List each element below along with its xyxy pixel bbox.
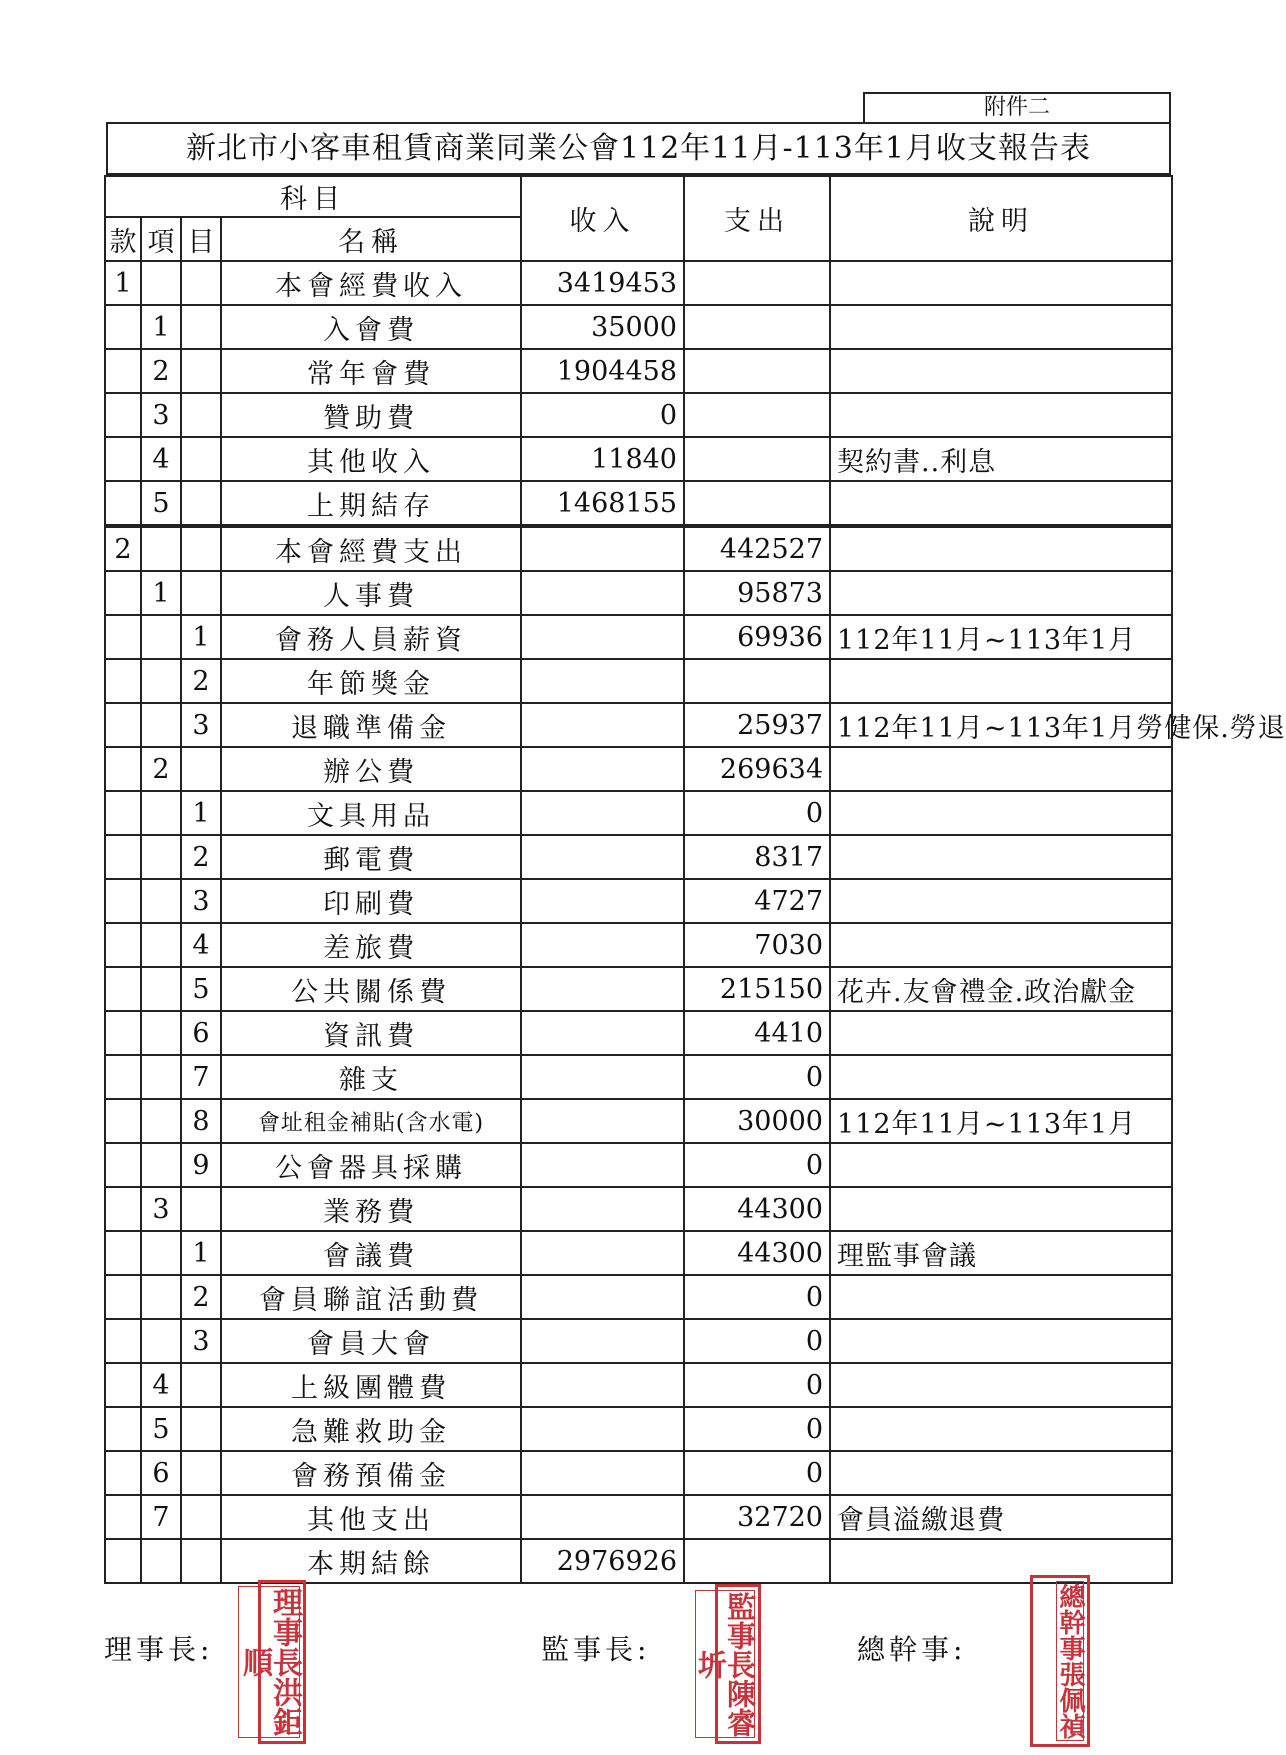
attachment-label: 附件二 (863, 92, 1171, 122)
note-cell (830, 659, 1172, 703)
secretary-seal-text: 總幹事張佩禎 (1055, 1583, 1085, 1739)
kuan-cell (105, 1319, 141, 1363)
expense-cell (684, 305, 830, 349)
name-cell: 人事費 (221, 571, 521, 615)
table-row (105, 703, 1172, 747)
table-row (105, 1495, 1172, 1539)
xiang-cell (141, 659, 181, 703)
header-xiang: 項 (141, 217, 181, 261)
note-cell: 112年11月~113年1月勞健保.勞退 (830, 703, 1172, 747)
kuan-cell (105, 437, 141, 481)
mu-cell (181, 437, 221, 481)
name-cell: 郵電費 (221, 835, 521, 879)
xiang-cell (141, 879, 181, 923)
name-cell: 上級團體費 (221, 1363, 521, 1407)
expense-cell (684, 261, 830, 305)
income-cell: 1904458 (521, 349, 684, 393)
xiang-cell: 1 (141, 571, 181, 615)
kuan-cell (105, 1011, 141, 1055)
expense-cell (684, 1539, 830, 1583)
name-cell: 辦公費 (221, 747, 521, 791)
name-cell: 公共關係費 (221, 967, 521, 1011)
name-cell: 會議費 (221, 1231, 521, 1275)
table-row (105, 659, 1172, 703)
table-row (105, 481, 1172, 526)
table-row (105, 791, 1172, 835)
income-cell (521, 1275, 684, 1319)
header-mu: 目 (181, 217, 221, 261)
secretary-label: 總幹事: (857, 1633, 967, 1666)
xiang-cell (141, 1011, 181, 1055)
expense-cell (684, 659, 830, 703)
kuan-cell (105, 571, 141, 615)
kuan-cell: 2 (105, 526, 141, 571)
income-cell (521, 1099, 684, 1143)
name-cell: 入會費 (221, 305, 521, 349)
name-cell: 差旅費 (221, 923, 521, 967)
mu-cell (181, 571, 221, 615)
table-row (105, 305, 1172, 349)
income-cell (521, 1451, 684, 1495)
kuan-cell (105, 659, 141, 703)
xiang-cell: 5 (141, 481, 181, 526)
mu-cell (181, 349, 221, 393)
xiang-cell (141, 526, 181, 571)
income-cell (521, 1495, 684, 1539)
table-row (105, 1011, 1172, 1055)
expense-cell: 69936 (684, 615, 830, 659)
mu-cell: 1 (181, 1231, 221, 1275)
income-expense-table (104, 175, 1286, 1584)
kuan-cell (105, 703, 141, 747)
name-cell: 會務預備金 (221, 1451, 521, 1495)
chairman-label: 理事長: (104, 1633, 214, 1666)
note-cell (830, 571, 1172, 615)
xiang-cell (141, 615, 181, 659)
mu-cell: 8 (181, 1099, 221, 1143)
income-cell (521, 526, 684, 571)
note-cell (830, 835, 1172, 879)
expense-cell: 0 (684, 1451, 830, 1495)
supervisor-seal-text: 監事長陳睿圻 (694, 1591, 757, 1737)
header-subject: 科目 (105, 176, 521, 217)
kuan-cell (105, 1451, 141, 1495)
note-cell (830, 261, 1172, 305)
chairman-seal (237, 1580, 306, 1744)
xiang-cell: 3 (141, 393, 181, 437)
expense-cell (684, 437, 830, 481)
table-row (105, 967, 1172, 1011)
income-cell: 0 (521, 393, 684, 437)
note-cell (830, 526, 1172, 571)
income-cell (521, 703, 684, 747)
xiang-cell (141, 967, 181, 1011)
table-row (105, 1451, 1172, 1495)
kuan-cell (105, 481, 141, 526)
xiang-cell (141, 835, 181, 879)
note-cell (830, 1407, 1172, 1451)
kuan-cell (105, 835, 141, 879)
income-cell (521, 1363, 684, 1407)
xiang-cell: 5 (141, 1407, 181, 1451)
table-row (105, 879, 1172, 923)
expense-cell: 442527 (684, 526, 830, 571)
kuan-cell (105, 1143, 141, 1187)
mu-cell (181, 1407, 221, 1451)
table-row (105, 393, 1172, 437)
kuan-cell (105, 747, 141, 791)
expense-cell: 44300 (684, 1187, 830, 1231)
table-row (105, 261, 1172, 305)
note-cell (830, 349, 1172, 393)
income-cell: 2976926 (521, 1539, 684, 1583)
xiang-cell (141, 261, 181, 305)
header-row-1 (105, 176, 1172, 217)
xiang-cell (141, 1099, 181, 1143)
kuan-cell (105, 967, 141, 1011)
mu-cell: 1 (181, 615, 221, 659)
table-row (105, 526, 1172, 571)
mu-cell (181, 1363, 221, 1407)
note-cell (830, 481, 1172, 526)
income-cell (521, 1143, 684, 1187)
income-cell: 1468155 (521, 481, 684, 526)
table-row (105, 923, 1172, 967)
income-cell: 35000 (521, 305, 684, 349)
income-cell (521, 1407, 684, 1451)
name-cell: 印刷費 (221, 879, 521, 923)
expense-cell: 4410 (684, 1011, 830, 1055)
expense-cell: 215150 (684, 967, 830, 1011)
expense-cell: 0 (684, 1143, 830, 1187)
kuan-cell (105, 393, 141, 437)
xiang-cell: 3 (141, 1187, 181, 1231)
note-cell: 112年11月~113年1月 (830, 615, 1172, 659)
income-cell (521, 967, 684, 1011)
kuan-cell (105, 349, 141, 393)
mu-cell: 2 (181, 659, 221, 703)
income-cell (521, 659, 684, 703)
mu-cell (181, 1451, 221, 1495)
name-cell: 本會經費支出 (221, 526, 521, 571)
name-cell: 退職準備金 (221, 703, 521, 747)
table-row (105, 571, 1172, 615)
xiang-cell: 2 (141, 747, 181, 791)
mu-cell: 2 (181, 1275, 221, 1319)
kuan-cell (105, 791, 141, 835)
note-cell (830, 1451, 1172, 1495)
note-cell (830, 305, 1172, 349)
note-cell (830, 747, 1172, 791)
income-cell (521, 571, 684, 615)
xiang-cell (141, 1143, 181, 1187)
xiang-cell (141, 1275, 181, 1319)
kuan-cell (105, 1275, 141, 1319)
chairman-seal-text: 理事長洪鉅順 (237, 1587, 302, 1737)
expense-cell: 8317 (684, 835, 830, 879)
kuan-cell (105, 1495, 141, 1539)
table-row (105, 1319, 1172, 1363)
kuan-cell: 1 (105, 261, 141, 305)
name-cell: 年節獎金 (221, 659, 521, 703)
kuan-cell (105, 879, 141, 923)
note-cell (830, 1187, 1172, 1231)
income-cell (521, 835, 684, 879)
expense-cell: 0 (684, 1363, 830, 1407)
xiang-cell (141, 1055, 181, 1099)
name-cell: 公會器具採購 (221, 1143, 521, 1187)
name-cell: 雜支 (221, 1055, 521, 1099)
mu-cell: 5 (181, 967, 221, 1011)
name-cell: 急難救助金 (221, 1407, 521, 1451)
mu-cell: 1 (181, 791, 221, 835)
name-cell: 業務費 (221, 1187, 521, 1231)
income-cell (521, 1187, 684, 1231)
table-row (105, 615, 1172, 659)
table-row (105, 1407, 1172, 1451)
header-name: 名稱 (221, 217, 521, 261)
note-cell (830, 1319, 1172, 1363)
income-cell (521, 1231, 684, 1275)
expense-cell: 32720 (684, 1495, 830, 1539)
income-cell (521, 791, 684, 835)
note-cell (830, 923, 1172, 967)
expense-cell: 0 (684, 1319, 830, 1363)
note-cell (830, 791, 1172, 835)
table-row (105, 1143, 1172, 1187)
income-cell (521, 1055, 684, 1099)
mu-cell (181, 305, 221, 349)
xiang-cell: 4 (141, 437, 181, 481)
supervisor-seal (694, 1584, 761, 1744)
income-cell (521, 747, 684, 791)
table-row (105, 1231, 1172, 1275)
note-cell (830, 1011, 1172, 1055)
kuan-cell (105, 305, 141, 349)
mu-cell: 3 (181, 1319, 221, 1363)
kuan-cell (105, 1187, 141, 1231)
supervisor-label: 監事長: (541, 1633, 651, 1666)
kuan-cell (105, 1539, 141, 1583)
expense-cell: 0 (684, 791, 830, 835)
income-cell (521, 1319, 684, 1363)
mu-cell: 4 (181, 923, 221, 967)
note-cell: 花卉.友會禮金.政治獻金 (830, 967, 1172, 1011)
table-row (105, 1187, 1172, 1231)
income-cell: 11840 (521, 437, 684, 481)
xiang-cell: 7 (141, 1495, 181, 1539)
report-title: 新北市小客車租賃商業同業公會112年11月-113年1月收支報告表 (106, 122, 1171, 175)
expense-cell: 0 (684, 1055, 830, 1099)
note-cell (830, 879, 1172, 923)
xiang-cell (141, 1319, 181, 1363)
mu-cell (181, 1539, 221, 1583)
table-row (105, 1055, 1172, 1099)
expense-cell: 44300 (684, 1231, 830, 1275)
mu-cell (181, 1187, 221, 1231)
note-cell (830, 1055, 1172, 1099)
mu-cell (181, 747, 221, 791)
mu-cell: 3 (181, 879, 221, 923)
name-cell: 其他支出 (221, 1495, 521, 1539)
mu-cell (181, 393, 221, 437)
table-row (105, 835, 1172, 879)
expense-cell: 25937 (684, 703, 830, 747)
expense-cell: 4727 (684, 879, 830, 923)
income-cell (521, 879, 684, 923)
note-cell (830, 393, 1172, 437)
header-kuan: 款 (105, 217, 141, 261)
table-row (105, 747, 1172, 791)
expense-cell: 30000 (684, 1099, 830, 1143)
note-cell: 契約書..利息 (830, 437, 1172, 481)
name-cell: 文具用品 (221, 791, 521, 835)
name-cell: 會務人員薪資 (221, 615, 521, 659)
table-row (105, 1363, 1172, 1407)
expense-cell (684, 349, 830, 393)
expense-cell: 0 (684, 1407, 830, 1451)
table-row (105, 437, 1172, 481)
xiang-cell (141, 923, 181, 967)
income-cell: 3419453 (521, 261, 684, 305)
name-cell: 上期結存 (221, 481, 521, 526)
kuan-cell (105, 1055, 141, 1099)
name-cell: 會員聯誼活動費 (221, 1275, 521, 1319)
secretary-seal (1030, 1575, 1090, 1747)
mu-cell (181, 1495, 221, 1539)
xiang-cell (141, 703, 181, 747)
income-cell (521, 923, 684, 967)
kuan-cell (105, 1099, 141, 1143)
table-row (105, 1099, 1172, 1143)
table-row (105, 1275, 1172, 1319)
note-cell (830, 1275, 1172, 1319)
kuan-cell (105, 615, 141, 659)
name-cell: 會員大會 (221, 1319, 521, 1363)
xiang-cell (141, 1231, 181, 1275)
expense-cell: 7030 (684, 923, 830, 967)
name-cell: 本期結餘 (221, 1539, 521, 1583)
note-cell (830, 1143, 1172, 1187)
note-cell (830, 1539, 1172, 1583)
header-income: 收入 (521, 176, 684, 261)
xiang-cell: 1 (141, 305, 181, 349)
kuan-cell (105, 923, 141, 967)
name-cell: 資訊費 (221, 1011, 521, 1055)
note-cell: 會員溢繳退費 (830, 1495, 1172, 1539)
mu-cell: 3 (181, 703, 221, 747)
table-row (105, 349, 1172, 393)
xiang-cell (141, 791, 181, 835)
header-expense: 支出 (684, 176, 830, 261)
income-cell (521, 615, 684, 659)
mu-cell: 6 (181, 1011, 221, 1055)
income-cell (521, 1011, 684, 1055)
name-cell: 贊助費 (221, 393, 521, 437)
mu-cell (181, 261, 221, 305)
xiang-cell: 6 (141, 1451, 181, 1495)
kuan-cell (105, 1363, 141, 1407)
kuan-cell (105, 1231, 141, 1275)
expense-cell (684, 393, 830, 437)
mu-cell (181, 481, 221, 526)
header-note: 說明 (830, 176, 1172, 261)
mu-cell: 9 (181, 1143, 221, 1187)
name-cell: 其他收入 (221, 437, 521, 481)
note-cell (830, 1363, 1172, 1407)
note-cell: 112年11月~113年1月 (830, 1099, 1172, 1143)
mu-cell: 7 (181, 1055, 221, 1099)
table-row (105, 1539, 1172, 1583)
mu-cell: 2 (181, 835, 221, 879)
expense-cell: 0 (684, 1275, 830, 1319)
mu-cell (181, 526, 221, 571)
xiang-cell: 2 (141, 349, 181, 393)
name-cell: 本會經費收入 (221, 261, 521, 305)
kuan-cell (105, 1407, 141, 1451)
xiang-cell (141, 1539, 181, 1583)
expense-cell: 95873 (684, 571, 830, 615)
xiang-cell: 4 (141, 1363, 181, 1407)
expense-cell: 269634 (684, 747, 830, 791)
note-cell: 理監事會議 (830, 1231, 1172, 1275)
expense-cell (684, 481, 830, 526)
name-cell: 會址租金補貼(含水電) (221, 1099, 521, 1143)
name-cell: 常年會費 (221, 349, 521, 393)
